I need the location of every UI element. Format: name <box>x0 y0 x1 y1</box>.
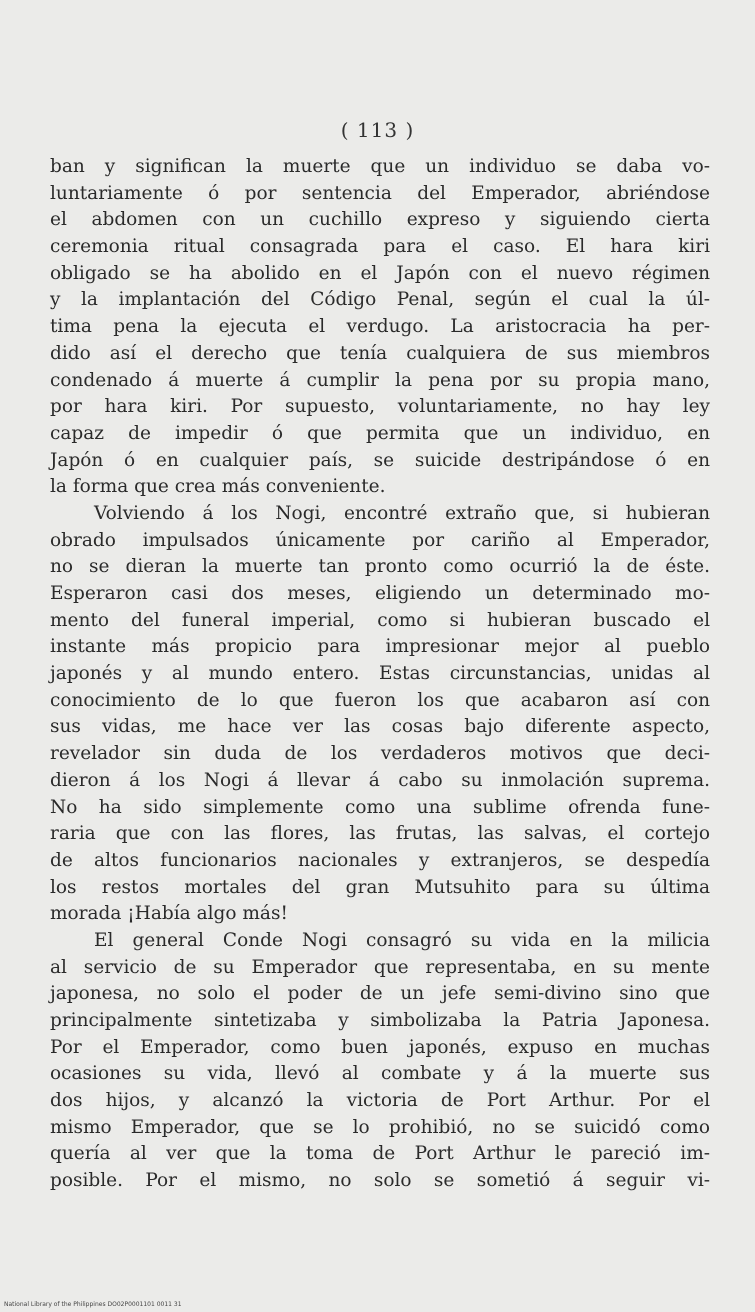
text-line: al servicio de su Emperador que representaba, en su mente <box>50 956 710 978</box>
text-line: posible. Por el mismo, no solo se sometió á seguir vi- <box>50 1170 710 1192</box>
text-line: japonesa, no solo el poder de un jefe semi-divino sino que <box>50 983 710 1005</box>
text-line: de altos funcionarios nacionales y extranjeros, se despedía <box>50 849 710 871</box>
text-line: condenado á muerte á cumplir la pena por su propia mano, <box>50 369 710 391</box>
text-line: dido así el derecho que tenía cualquiera de sus miembros <box>50 342 710 364</box>
text-line: japonés y al mundo entero. Estas circunstancias, unidas al <box>50 663 710 685</box>
text-line: Volviendo á los Nogi, encontré extraño que, si hubieran <box>94 502 710 524</box>
text-line: Por el Emperador, como buen japonés, expuso en muchas <box>50 1036 710 1058</box>
body-text <box>50 154 710 1195</box>
text-line: ban y significan la muerte que un individuo se daba vo- <box>50 156 710 177</box>
text-line: capaz de impedir ó que permita que un individuo, en <box>50 422 710 444</box>
text-line: obrado impulsados únicamente por cariño al Emperador, <box>50 529 710 551</box>
text-line: luntariamente ó por sentencia del Emperador, abriéndose <box>50 182 710 204</box>
text-line: por hara kiri. Por supuesto, voluntariamente, no hay ley <box>50 396 710 418</box>
text-line: dos hijos, y alcanzó la victoria de Port Arthur. Por el <box>50 1090 710 1112</box>
text-line: la forma que crea más conveniente. <box>50 476 386 498</box>
text-line: quería al ver que la toma de Port Arthur le pareció im- <box>50 1143 710 1165</box>
text-line: Japón ó en cualquier país, se suicide destripándose ó en <box>50 449 710 471</box>
text-line: mismo Emperador, que se lo prohibió, no se suicidó como <box>50 1116 710 1138</box>
page-number: ( 113 ) <box>340 118 415 142</box>
text-line: El general Conde Nogi consagró su vida en la milicia <box>94 929 710 951</box>
text-line: instante más propicio para impresionar mejor al pueblo <box>50 636 710 658</box>
text-line: principalmente sintetizaba y simbolizaba la Patria Japonesa. <box>50 1010 710 1031</box>
text-line: y la implantación del Código Penal, según el cual la úl- <box>50 289 710 311</box>
text-line: raria que con las flores, las frutas, las salvas, el cortejo <box>50 823 710 845</box>
text-line: Esperaron casi dos meses, eligiendo un determinado mo- <box>50 583 710 604</box>
text-line: dieron á los Nogi á llevar á cabo su inmolación suprema. <box>50 769 710 791</box>
text-line: los restos mortales del gran Mutsuhito para su última <box>50 876 710 898</box>
text-line: el abdomen con un cuchillo expreso y siguiendo cierta <box>50 209 710 231</box>
text-line: obligado se ha abolido en el Japón con el nuevo régimen <box>50 262 710 284</box>
text-line: mento del funeral imperial, como si hubieran buscado el <box>50 609 710 631</box>
text-line: no se dieran la muerte tan pronto como ocurrió la de éste. <box>50 556 710 578</box>
text-line: morada ¡Había algo más! <box>50 903 288 925</box>
library-footer: National Library of the Philippines DO02P0001101 0011 31 <box>4 1301 182 1308</box>
text-line: ocasiones su vida, llevó al combate y á la muerte sus <box>50 1063 710 1085</box>
text-line: No ha sido simplemente como una sublime ofrenda fune- <box>50 796 710 818</box>
text-line: ceremonia ritual consagrada para el caso. El hara kiri <box>50 236 710 258</box>
text-line: conocimiento de lo que fueron los que acabaron así con <box>50 689 710 711</box>
text-line: tima pena la ejecuta el verdugo. La aristocracia ha per- <box>50 316 710 338</box>
text-line: revelador sin duda de los verdaderos motivos que deci- <box>50 743 710 765</box>
text-line: sus vidas, me hace ver las cosas bajo diferente aspecto, <box>50 716 710 738</box>
